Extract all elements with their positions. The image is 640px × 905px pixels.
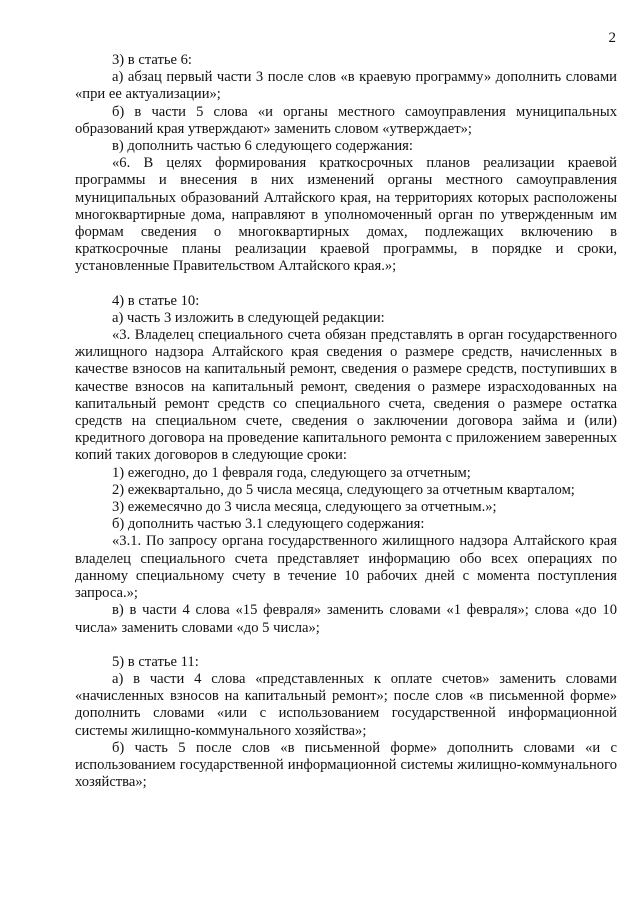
paragraph: а) абзац первый части 3 после слов «в краевую программу» дополнить словами «при ее актуализации»; (75, 69, 617, 103)
paragraph: «3.1. По запросу органа государственного жилищного надзора Алтайского края владелец специального счета представляет информацию обо всех операциях по данному специальному счету в течение 10 рабочих дней с момента поступления запроса.»; (75, 533, 617, 602)
paragraph: а) в части 4 слова «представленных к оплате счетов» заменить словами «начисленных взносов на капитальный ремонт»; после слов «в письменной форме» дополнить словами «или с использованием государственной информационной системы жилищно-коммунального хозяйства»; (75, 670, 617, 739)
paragraph: «6. В целях формирования краткосрочных планов реализации краевой программы и внесения в них изменений органы местного самоуправления муниципальных образований Алтайского края, на территориях которых расположены многоквартирные дома, направляют в уполномоченный орган по утвержденным им формам сведения о многоквартирных домах, подлежащих включению в краткосрочные планы реализации краевой программы, в порядке и сроки, установленные Правительством Алтайского края.»; (75, 155, 617, 275)
paragraph: 5) в статье 11: (112, 653, 199, 670)
paragraph: в) в части 4 слова «15 февраля» заменить словами «1 февраля»; слова «до 10 числа» заменить словами «до 5 числа»; (75, 602, 617, 636)
paragraph: 1) ежегодно, до 1 февраля года, следующего за отчетным; (112, 464, 471, 481)
paragraph: б) в части 5 слова «и органы местного самоуправления муниципальных образований края утверждают» заменить словом «утверждает»; (75, 103, 617, 137)
paragraph: 3) ежемесячно до 3 числа месяца, следующего за отчетным.»; (112, 499, 497, 516)
paragraph: б) часть 5 после слов «в письменной форме» дополнить словами «и с использованием государственной информационной системы жилищно-коммунального хозяйства»; (75, 739, 617, 791)
section-spacer (75, 637, 617, 654)
document-body (75, 52, 617, 791)
paragraph: 3) в статье 6: (112, 52, 192, 68)
paragraph: 2) ежеквартально, до 5 числа месяца, следующего за отчетным кварталом; (112, 481, 575, 498)
paragraph: в) дополнить частью 6 следующего содержания: (112, 138, 413, 155)
page-number: 2 (608, 30, 616, 46)
section-spacer (75, 276, 617, 293)
paragraph: «3. Владелец специального счета обязан представлять в орган государственного жилищного надзора Алтайского края сведения о размере средств, начисленных в качестве взносов на капитальный ремонт, сведения о размере средств, поступивших в качестве взносов на капитальный ремонт, сведения о размере израсходованных на капитальный ремонт средств со специального счета, сведения о размере остатка средств на специальном счете, сведения о заключении договора займа и (или) кредитного договора на проведение капитального ремонта с приложением заверенных копий таких договоров в следующие сроки: (75, 327, 617, 464)
paragraph: 4) в статье 10: (112, 292, 200, 309)
paragraph: а) часть 3 изложить в следующей редакции: (112, 309, 385, 326)
paragraph: б) дополнить частью 3.1 следующего содержания: (112, 516, 425, 533)
